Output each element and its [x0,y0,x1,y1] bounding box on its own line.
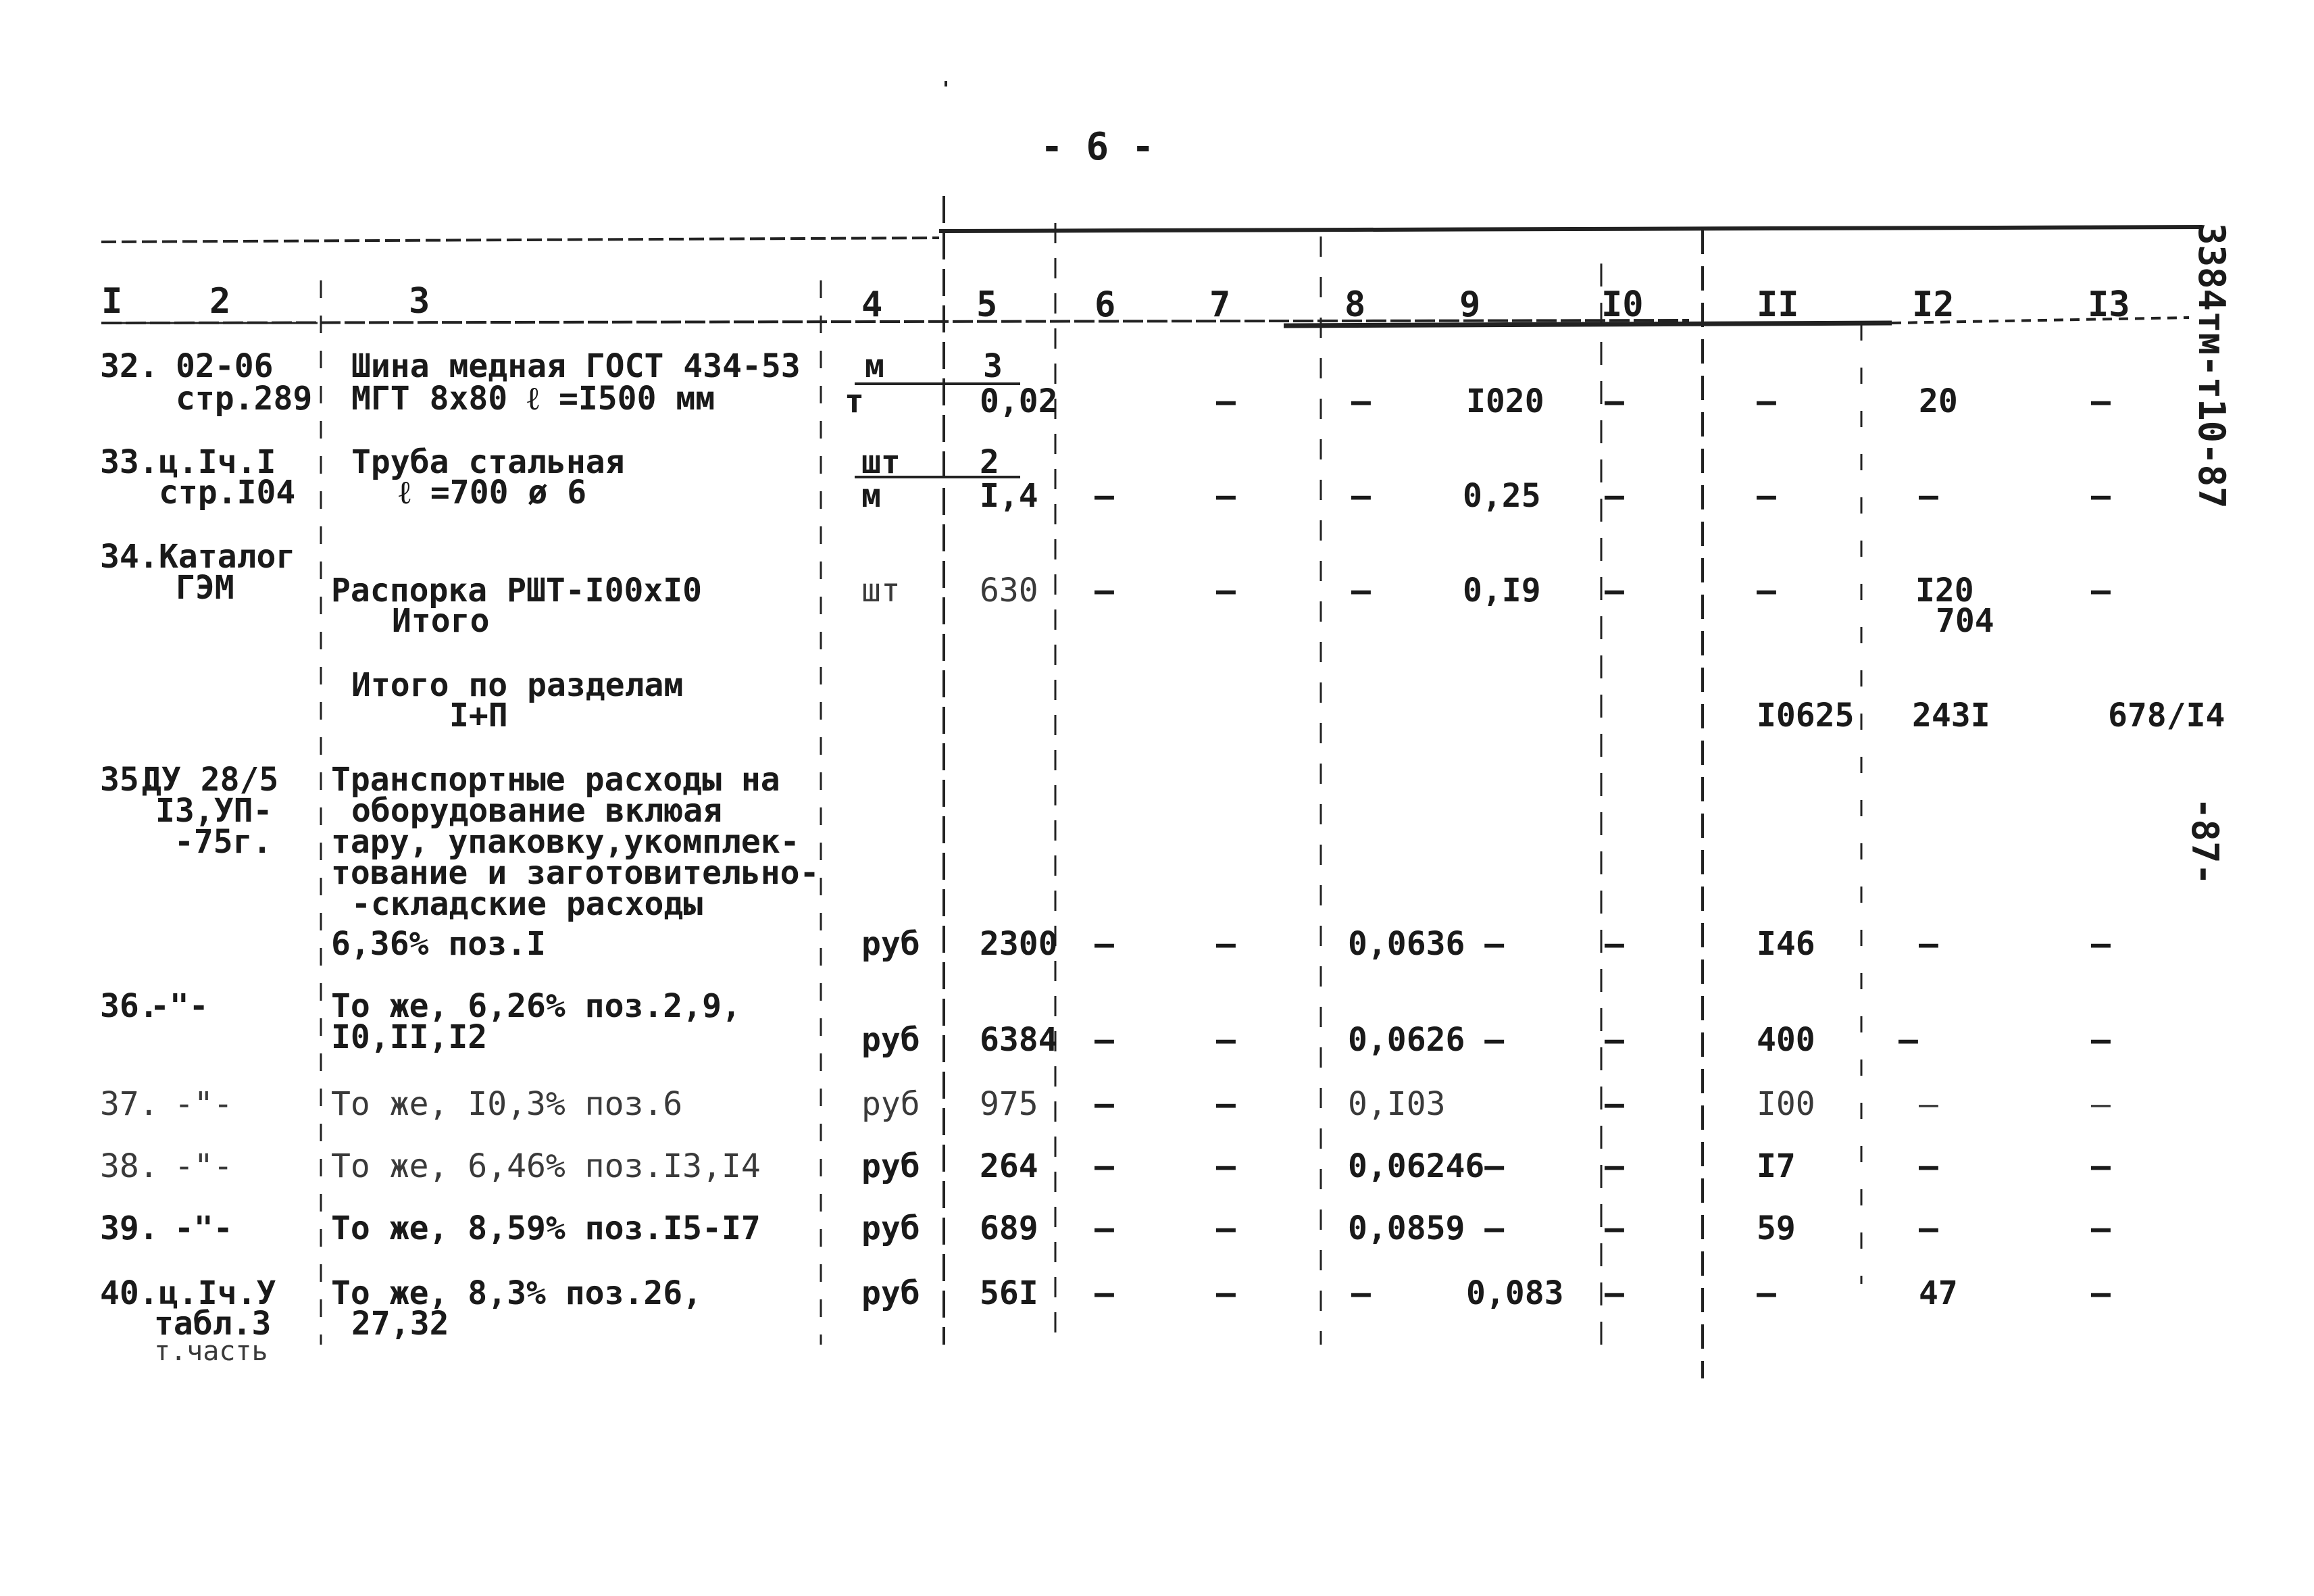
col-header-11: II [1757,284,1799,325]
cell-c10: – [1605,925,1624,963]
row-pos: 39. [100,1210,159,1247]
row-ref-line: 02-06 [176,347,274,385]
cell-c8: – [1351,477,1371,515]
row-name-line: I0,II,I2 [331,1018,488,1056]
row-name-line: Транспортные расходы на [331,761,780,799]
row-ref-line: стр.289 [176,380,313,418]
row-name-line: Труба стальная [351,443,625,481]
row-ref-line: -"- [174,1210,233,1247]
cell-c7: – [1216,1210,1236,1247]
cell-c11: – [1757,382,1776,420]
cell-c6: – [1095,572,1114,609]
cell-c6: – [1095,1021,1114,1059]
cell-c12: I20 [1915,572,1974,609]
cell-c7: – [1216,1274,1236,1312]
page-number: - 6 - [1040,125,1155,169]
row-qty: 689 [980,1210,1038,1247]
col-header-7: 7 [1209,284,1231,325]
cell-c6: – [1095,477,1114,515]
cell-c12: 243I [1912,697,1990,734]
col-header-2: 2 [209,281,231,322]
row-ref-line: -"- [174,1085,233,1123]
cell-c8: 0,I03 [1348,1085,1446,1123]
row-ref-line: ДУ 28/5 [142,761,279,799]
cell-c13: – [2091,477,2111,515]
row-pos: 33. [100,443,159,481]
cell-c6: – [1095,1274,1114,1312]
cell-c7: – [1216,1147,1236,1185]
row-name-line: Итого по разделам [351,666,684,704]
cell-c6: – [1095,1147,1114,1185]
row-qty: 630 [980,572,1038,609]
row-unit: руб [861,1085,920,1123]
cell-c13: – [2091,572,2111,609]
cell-c13: 678/I4 [2108,697,2225,734]
cell-c12: – [1919,477,1938,515]
row-pos: 36. [100,987,159,1025]
row-unit: шт [861,572,901,609]
row-name-line: Итого [392,602,490,640]
cell-c11: – [1757,1274,1776,1312]
cell-c10: – [1605,1274,1624,1312]
cell-c8: 0,0859 – [1348,1210,1505,1247]
row-name-line: I+П [449,697,508,734]
cell-c11: I7 [1757,1147,1796,1185]
row-unit: т [845,382,864,420]
row-name-line: Шина медная ГОСТ 434-53 [351,347,801,385]
cell-c13: – [2091,1274,2111,1312]
row-unit: руб [861,925,920,963]
cell-c11: I0625 [1757,697,1855,734]
cell-c7: – [1216,925,1236,963]
row-unit: шт [861,443,901,481]
cell-c12: 704 [1936,602,1994,640]
row-unit: руб [861,1210,920,1247]
cell-c6: – [1095,1210,1114,1247]
row-name-line: То же, 6,26% поз.2,9, [331,987,741,1025]
row-qty: 975 [980,1085,1038,1123]
row-name-line: -складские расходы [351,885,703,923]
cell-c10: – [1605,382,1624,420]
row-pos: 37. [100,1085,159,1123]
cell-c8: 0,0626 – [1348,1021,1505,1059]
row-name-line: 6,36% поз.I [331,925,546,963]
cell-c13: – [2091,1210,2111,1247]
cell-c7: – [1216,1021,1236,1059]
cell-c7: – [1216,1085,1236,1123]
row-name-line: тару, упаковку,укомплек- [331,823,800,861]
row-pos: 32. [100,347,159,385]
row-qty: 264 [980,1147,1038,1185]
cell-c10: – [1605,1085,1624,1123]
cell-c7: – [1216,477,1236,515]
row-pos: 38. [100,1147,159,1185]
row-qty: 3 [983,347,1003,385]
cell-c11: – [1757,477,1776,515]
cell-c10: – [1605,572,1624,609]
cell-c9: 0,I9 [1463,572,1541,609]
row-qty: 2 [980,443,999,481]
cell-c13: – [2091,925,2111,963]
row-ref-line: ц.Iч.I [159,443,276,481]
row-name-line: тование и заготовительно- [331,854,820,892]
cell-c10: – [1605,1021,1624,1059]
col-header-9: 9 [1459,284,1481,325]
cell-c9: 0,083 [1466,1274,1564,1312]
row-ref-line: стр.I04 [159,474,296,512]
cell-c13: – [2091,1085,2111,1123]
cell-c13: – [2091,382,2111,420]
row-qty: 56I [980,1274,1038,1312]
row-name-line: ℓ =700 ø 6 [399,474,587,512]
row-ref-line: I3,УП- [155,792,273,830]
cell-c10: – [1605,1210,1624,1247]
cell-c8: 0,0636 – [1348,925,1505,963]
row-pos: 35. [100,761,159,799]
cell-c12: – [1898,1021,1918,1059]
row-ref-line: ц.Iч.У [159,1274,276,1312]
cell-c10: – [1605,1147,1624,1185]
row-unit: м [861,477,881,515]
row-name-line: МГТ 8х80 ℓ =I500 мм [351,380,715,418]
cell-c13: – [2091,1021,2111,1059]
row-name-line: То же, 6,46% поз.I3,I4 [331,1147,761,1185]
row-name-line: То же, I0,3% поз.6 [331,1085,683,1123]
cell-c7: – [1216,572,1236,609]
cell-c12: 20 [1919,382,1958,420]
cell-c11: I00 [1757,1085,1815,1123]
row-unit: руб [861,1147,920,1185]
col-header-1: I [101,281,123,322]
row-qty: 2300 [980,925,1058,963]
cell-c6: – [1095,925,1114,963]
row-ref-line: т.часть [154,1336,268,1367]
col-header-6: 6 [1095,284,1116,325]
row-ref-line: -"- [174,1147,233,1185]
col-header-4: 4 [861,284,883,325]
cell-c11: I46 [1757,925,1815,963]
cell-c6: – [1095,1085,1114,1123]
row-ref-line: Каталог [159,538,296,576]
row-name-line: То же, 8,59% поз.I5-I7 [331,1210,761,1247]
cell-c10: – [1605,477,1624,515]
cell-c8: – [1351,572,1371,609]
row-ref-line: ГЭМ [176,569,234,607]
cell-c8: – [1351,1274,1371,1312]
row-qty: 6384 [980,1021,1058,1059]
row-ref-line: -75г. [174,823,272,861]
row-unit: руб [861,1021,920,1059]
row-ref-line: табл.3 [154,1305,272,1343]
cell-c9: 0,25 [1463,477,1541,515]
row-pos: 40. [100,1274,159,1312]
cell-c12: – [1919,1210,1938,1247]
side-stamp: 3384тм-т10-87 [2190,223,2233,509]
col-header-8: 8 [1344,284,1366,325]
row-qty: I,4 [980,477,1038,515]
cell-c12: – [1919,925,1938,963]
cell-c12: – [1919,1147,1938,1185]
row-name-line: Распорка РШТ-I00хI0 [331,572,703,609]
row-qty: 0,02 [980,382,1058,420]
cell-c12: – [1919,1085,1938,1123]
row-pos: 34. [100,538,159,576]
row-unit: руб [861,1274,920,1312]
cell-c12: 47 [1919,1274,1958,1312]
cell-c11: 59 [1757,1210,1796,1247]
col-header-5: 5 [976,284,998,325]
row-name-line: 27,32 [351,1305,449,1343]
side-page-number: -87- [2184,797,2226,886]
col-header-10: I0 [1601,284,1644,325]
col-header-12: I2 [1912,284,1955,325]
cell-c8: – [1351,382,1371,420]
cell-c13: – [2091,1147,2111,1185]
col-header-3: 3 [409,281,430,322]
row-name-line: То же, 8,3% поз.26, [331,1274,703,1312]
cell-c11: 400 [1757,1021,1815,1059]
cell-c7: – [1216,382,1236,420]
cell-c8: 0,06246– [1348,1147,1505,1185]
row-ref-line: -"- [150,987,209,1025]
cell-c11: – [1757,572,1776,609]
row-unit: м [865,347,884,385]
row-name-line: оборудование вклюая [351,792,723,830]
cell-c9: I020 [1466,382,1544,420]
col-header-13: I3 [2088,284,2130,325]
